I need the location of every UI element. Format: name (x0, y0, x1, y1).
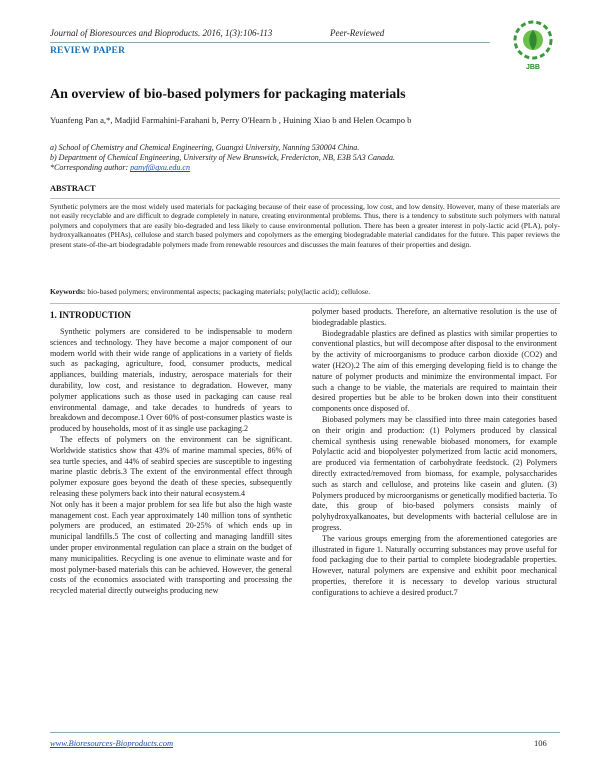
keywords-label: Keywords: (50, 287, 86, 296)
paragraph: The effects of polymers on the environment can be significant. Worldwide statistics show that 43% of marine mammal species, 86% of sea turtle species, and 44% of seabird species are susceptible to ingesting marine plastic debris.3 The extent of the environmental effect through polymer exposure goes beyond the death of these species, subsequently releasing these polymers back into their natural ecosystem.4 (50, 434, 292, 498)
article-title: An overview of bio-based polymers for packaging materials (50, 87, 406, 102)
affiliations (50, 143, 560, 174)
footer-divider (50, 732, 560, 733)
keywords-divider (50, 303, 560, 304)
left-column (50, 327, 292, 597)
abstract-text: Synthetic polymers are the most widely used materials for packaging because of their ease of processing, low cost, and low density. However, many of these materials are not easily recyclable and are difficult to degrade completely in nature, creating environmental problems. Thus, there is a tendency to substitute such polymers with natural polymers and copolymers that are easily bio-degraded and less likely to cause environmental pollution. There has been a greater interest in poly-lactic acid (PLA), poly-hydroxyalkanoates (PHAs), cellulose and starch based polymers and copolymers as the emerging biodegradable material candidates for the future. This paper reviews the present state-of-the-art biodegradable polymers made from renewable resources and discusses the main features of their properties and design. (50, 202, 560, 249)
affiliation-b: b) Department of Chemical Engineering, University of New Brunswick, Fredericton, NB, E3B 5A3 Canada. (50, 153, 395, 163)
corresponding-email-link[interactable]: panyf@gxu.edu.cn (130, 163, 190, 173)
logo-text: JBB (525, 64, 540, 71)
peer-reviewed-label: Peer-Reviewed (330, 28, 385, 38)
paragraph: polymer based products. Therefore, an alternative resolution is the use of biodegradable plastics. (312, 307, 557, 327)
paragraph: Biodegradable plastics are defined as plastics with similar properties to conventional plastics, but will decompose after disposal to the environment by the activity of microorganisms to produce carbon dioxide (CO2) and water (H2O).2 The aim of this emerging developing field is to change the nature of polymer products and minimize the environmental impact. For such a change to be viable, the materials are required to maintain their desired properties but be able to be broken down into their constituent components once disposed of. (312, 328, 557, 414)
paragraph: Not only has it been a major problem for sea life but also the high waste management cost. Each year approximately 140 million tons of synthetic polymers are produced, an estimated 20-25% of which ends up in municipal landfills.5 The cost of collecting and managing landfill sites under proper environmental regulation can place a strain on the budget of many municipalities. Recycling is one avenue to eliminate waste and for most polymer-based materials this can be achieved. However, the general costs of the economics associated with transporting and processing the recycled material directly outweighs producing new (50, 499, 292, 596)
keywords (50, 287, 560, 296)
corresponding-label: *Corresponding author: (50, 163, 131, 173)
paragraph: The various groups emerging from the aforementioned categories are illustrated in figure 1. Naturally occurring substances may prove useful for food packaging due to their partial to complete biodegradable properties. However, natural polymers are expensive and exhibit poor mechanical properties, therefore it is necessary to develop various structural configurations to achieve a desired product.7 (312, 533, 557, 597)
journal-citation: Journal of Bioresources and Bioproducts. 2016, 1(3):106-113 (50, 28, 273, 38)
abstract-divider (50, 198, 560, 199)
author-list: Yuanfeng Pan a,*, Madjid Farmahini-Farahani b, Perry O'Hearn b , Huining Xiao b and Helen Ocampo b (50, 115, 412, 125)
keywords-text: bio-based polymers; environmental aspects; packaging materials; poly(lactic acid); cellulose. (85, 287, 371, 296)
section-heading: 1. INTRODUCTION (50, 310, 132, 320)
page-number: 106 (534, 738, 547, 748)
affiliation-a: a) School of Chemistry and Chemical Engineering, Guangxi University, Nanning 530004 China. (50, 143, 360, 152)
paragraph: Synthetic polymers are considered to be indispensable to modern sciences and technology. They have become a major component of our modern world with their wide range of applications in a variety of fields such as packaging, agriculture, food, consumer products, medical appliances, building materials, industry, aerospace materials for their durability, low cost, and resistance to degradation. However, many polymer applications such as those used in packaging can cause real environmental damage, and take decades to hundreds of years to breakdown and decompose.1 Over 60% of post-consumer plastics waste is produced by households, most of it as single use packaging.2 (50, 327, 292, 434)
right-column (312, 307, 557, 599)
header-divider (50, 42, 490, 43)
corresponding-author (50, 163, 560, 173)
footer-website-link[interactable]: www.Bioresources-Bioproducts.com (50, 738, 174, 748)
abstract-heading: ABSTRACT (50, 184, 96, 193)
paragraph: Biobased polymers may be classified into three main categories based on their origin and production: (1) Polymers produced by classical chemical synthesis using renewable biobased monomers, for example Polylactic acid and biopolyester polymerized from lactic acid monomers, are produced via fermentation of carbohydrate feedstock. (2) Polymers directly extracted/removed from biomass, for example, polysaccharides such as starch and cellulose, and proteins like casein and gluten. (3) Polymers produced by microorganisms or genetically modified bacteria. To date, this group of bio-based polymers consists mainly of polyhydroxyalkanoates, but developments with bacterial cellulose are in progress. (312, 414, 557, 532)
section-label: REVIEW PAPER (50, 46, 126, 56)
